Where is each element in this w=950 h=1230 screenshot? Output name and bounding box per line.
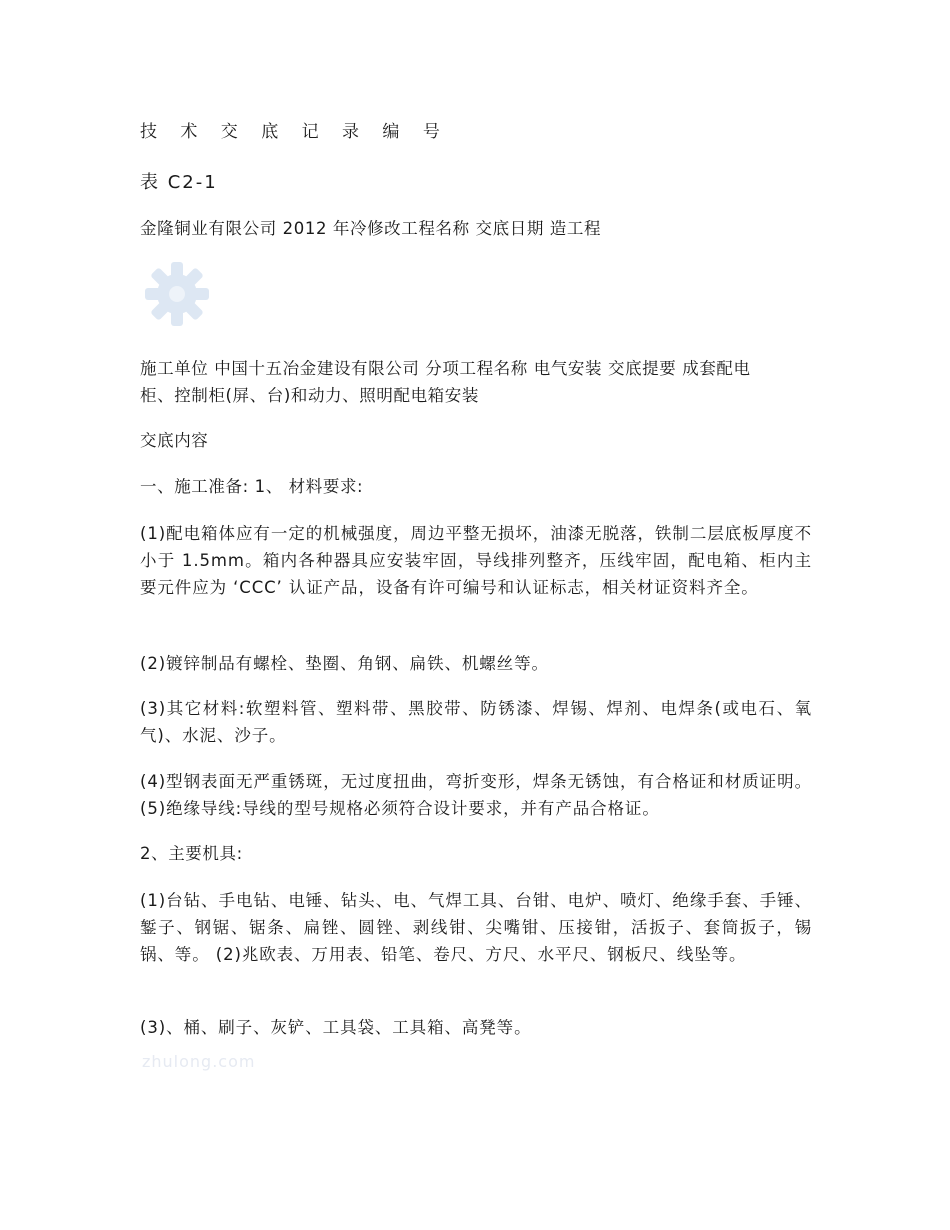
unit-line-2: 柜、控制柜(屏、台)和动力、照明配电箱安装	[140, 386, 479, 405]
material-item-3: (3)其它材料:软塑料管、塑料带、黑胶带、防锈漆、焊锡、焊剂、电焊条(或电石、氧气)、水泥、沙子。	[140, 699, 812, 745]
unit-line-1: 施工单位 中国十五冶金建设有限公司 分项工程名称 电气安装 交底提要 成套配电	[140, 359, 751, 378]
material-item-2: (2)镀锌制品有螺栓、垫圈、角钢、扁铁、机螺丝等。	[140, 654, 549, 673]
section-heading-preparation: 一、施工准备: 1、 材料要求:	[140, 477, 364, 496]
section-heading-tools: 2、主要机具:	[140, 844, 243, 863]
document-title: 技 术 交 底 记 录 编 号	[140, 122, 449, 142]
tools-item-1: (1)台钻、手电钻、电锤、钻头、电、气焊工具、台钳、电炉、喷灯、绝缘手套、手锤、錾子、钢锯、锯条、扁锉、圆锉、剥线钳、尖嘴钳、压接钳，活扳子、套筒扳子，锡锅、等。 (2)兆欧表、万用表、铅笔、卷尺、方尺、水平尺、钢板尺、线坠等。	[140, 891, 812, 964]
table-number: 表 C2-1	[140, 172, 218, 193]
material-item-1: (1)配电箱体应有一定的机械强度，周边平整无损坏，油漆无脱落，铁制二层底板厚度不小于 1.5mm。箱内各种器具应安装牢固，导线排列整齐，压线牢固，配电箱、柜内主要元件应为 ‘CCC’ 认证产品，设备有许可编号和认证标志，相关材证资料齐全。	[140, 524, 812, 597]
watermark: zhulong.com	[142, 1052, 256, 1071]
material-item-4: (4)型钢表面无严重锈斑，无过度扭曲，弯折变形，焊条无锈蚀，有合格证和材质证明。 (5)绝缘导线:导线的型号规格必须符合设计要求，并有产品合格证。	[140, 772, 812, 818]
tools-item-3: (3)、桶、刷子、灰铲、工具袋、工具箱、高凳等。	[140, 1018, 532, 1037]
faded-gear-logo-icon	[138, 258, 216, 330]
content-heading: 交底内容	[140, 431, 209, 450]
project-line: 金隆铜业有限公司 2012 年冷修改工程名称 交底日期 造工程	[140, 219, 602, 238]
